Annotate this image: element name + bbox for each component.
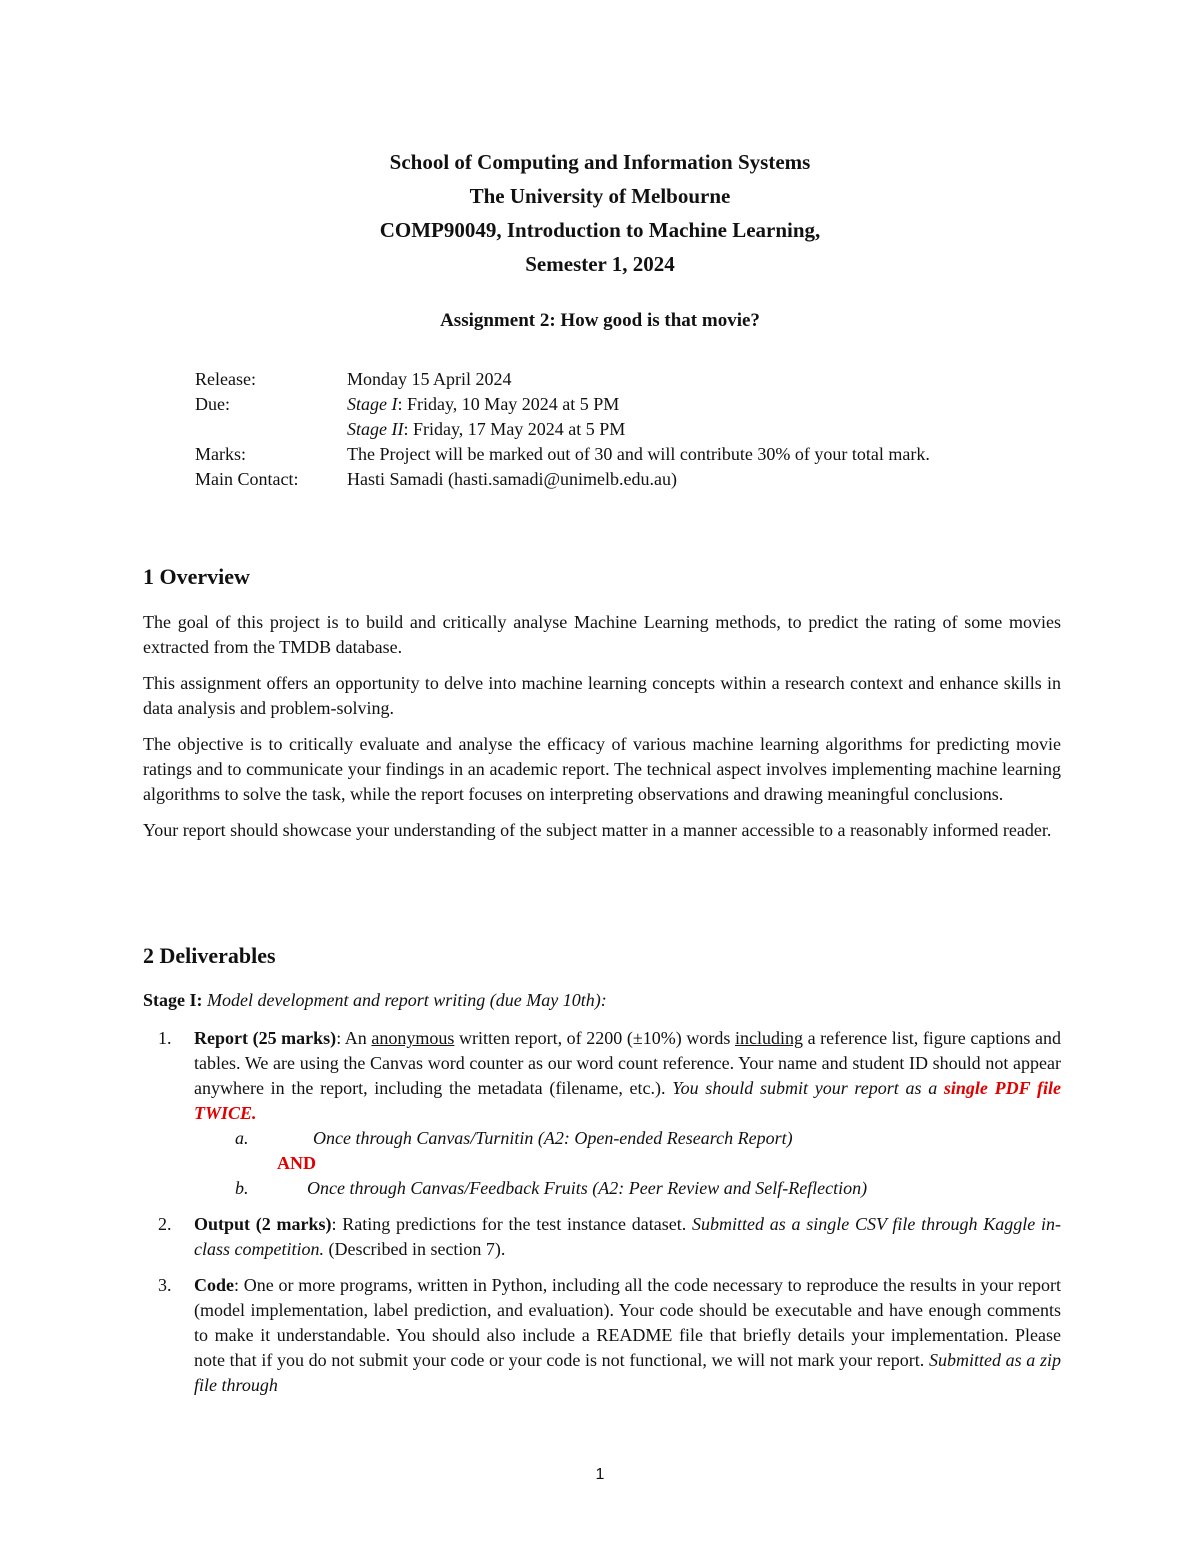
stage-line xyxy=(143,988,1061,1013)
contact-value: Hasti Samadi (hasti.samadi@unimelb.edu.au) xyxy=(347,469,678,489)
due-stage1 xyxy=(347,392,1025,417)
list-item-output: 2. Output (2 marks): Rating predictions for the test instance dataset. Submitted as a single CSV file through Kaggle in-class competition. (Described in section 7). xyxy=(143,1212,1061,1262)
red-emphasis: single PDF file TWICE. xyxy=(194,1078,1061,1123)
item-title: Code xyxy=(194,1275,234,1295)
overview-paragraph-4: Your report should showcase your understanding of the subject matter in a manner accessible to a reasonably informed reader. xyxy=(143,820,1052,840)
course-title: COMP90049, Introduction to Machine Learning, xyxy=(379,218,821,242)
document-header xyxy=(0,145,1200,336)
due-stage2 xyxy=(347,417,1025,442)
marks-label: Marks: xyxy=(195,444,246,464)
deliverables-heading: 2 Deliverables xyxy=(143,943,276,968)
university-name: The University of Melbourne xyxy=(469,184,731,208)
sub-item-b: b. Once through Canvas/Feedback Fruits (A2: Peer Review and Self-Reflection) xyxy=(235,1178,868,1198)
info-row-due-stage2 xyxy=(195,417,1025,442)
release-value: Monday 15 April 2024 xyxy=(347,369,512,389)
stage1-value: : Friday, 10 May 2024 at 5 PM xyxy=(397,394,620,414)
item-number: 3. xyxy=(158,1275,172,1295)
item-number: 1. xyxy=(158,1028,172,1048)
info-row-marks xyxy=(195,442,1025,467)
item-number: 2. xyxy=(158,1214,172,1234)
school-name: School of Computing and Information Systems xyxy=(389,150,811,174)
overview-paragraph-2: This assignment offers an opportunity to delve into machine learning concepts within a research context and enhance skills in data analysis and problem-solving. xyxy=(143,673,1061,718)
assignment-title: Assignment 2: How good is that movie? xyxy=(440,310,760,331)
anonymous-underlined: anonymous xyxy=(371,1028,455,1048)
stage1-label: Stage I xyxy=(347,394,398,414)
list-item-code: 3. Code: One or more programs, written in Python, including all the code necessary to reproduce the results in your report (model implementation, label prediction, and evaluation). Your code should be executable and have enough comments to make it understandable. You should also include a README file that briefly details your implementation. Please note that if you do not submit your code or your code is not functional, we will not mark your report. Submitted as a zip file through xyxy=(143,1273,1061,1398)
including-underlined: including xyxy=(734,1028,803,1048)
overview-paragraph-3: The objective is to critically evaluate and analyse the efficacy of various machine learning algorithms for predicting movie ratings and to communicate your findings in an academic report. The technical aspect involves implementing machine learning algorithms to solve the task, while the report focuses on interpreting observations and drawing meaningful conclusions. xyxy=(143,734,1061,804)
due-label: Due: xyxy=(195,394,230,414)
page-number: 1 xyxy=(595,1466,605,1483)
stage2-value: : Friday, 17 May 2024 at 5 PM xyxy=(403,419,626,439)
info-row-release xyxy=(195,367,1025,392)
stage-label: Stage I: xyxy=(143,990,203,1010)
info-row-contact xyxy=(195,467,1025,492)
item-title: Report (25 marks) xyxy=(194,1028,337,1048)
info-row-due xyxy=(195,392,1025,417)
overview-section xyxy=(143,610,1061,854)
contact-label: Main Contact: xyxy=(195,469,299,489)
overview-paragraph-1: The goal of this project is to build and critically analyse Machine Learning methods, to predict the rating of some movies extracted from the TMDB database. xyxy=(143,612,1061,657)
marks-value: The Project will be marked out of 30 and will contribute 30% of your total mark. xyxy=(347,444,930,464)
sub-item-a: a. Once through Canvas/Turnitin (A2: Open-ended Research Report) xyxy=(235,1128,793,1148)
semester: Semester 1, 2024 xyxy=(525,252,675,276)
stage-description: Model development and report writing (due May 10th): xyxy=(202,990,607,1010)
list-item-report: 1. Report (25 marks): An anonymous written report, of 2200 (±10%) words including a reference list, figure captions and tables. We are using the Canvas word counter as our word count reference. Your name and student ID should not appear anywhere in the report, including the metadata (filename, etc.). You should submit your report as a single PDF file TWICE. a. Once through Canvas/Turnitin (A2: Open-ended Research Report) AND b. Once through Canvas/Feedback Fruits (A2: Peer Review and Self-Reflection) xyxy=(143,1026,1061,1201)
stage2-label: Stage II xyxy=(347,419,404,439)
assignment-info xyxy=(195,367,1025,492)
deliverables-list xyxy=(143,1026,1061,1409)
overview-heading: 1 Overview xyxy=(143,564,250,589)
release-label: Release: xyxy=(195,369,256,389)
item-title: Output (2 marks) xyxy=(194,1214,332,1234)
and-label: AND xyxy=(277,1153,316,1173)
